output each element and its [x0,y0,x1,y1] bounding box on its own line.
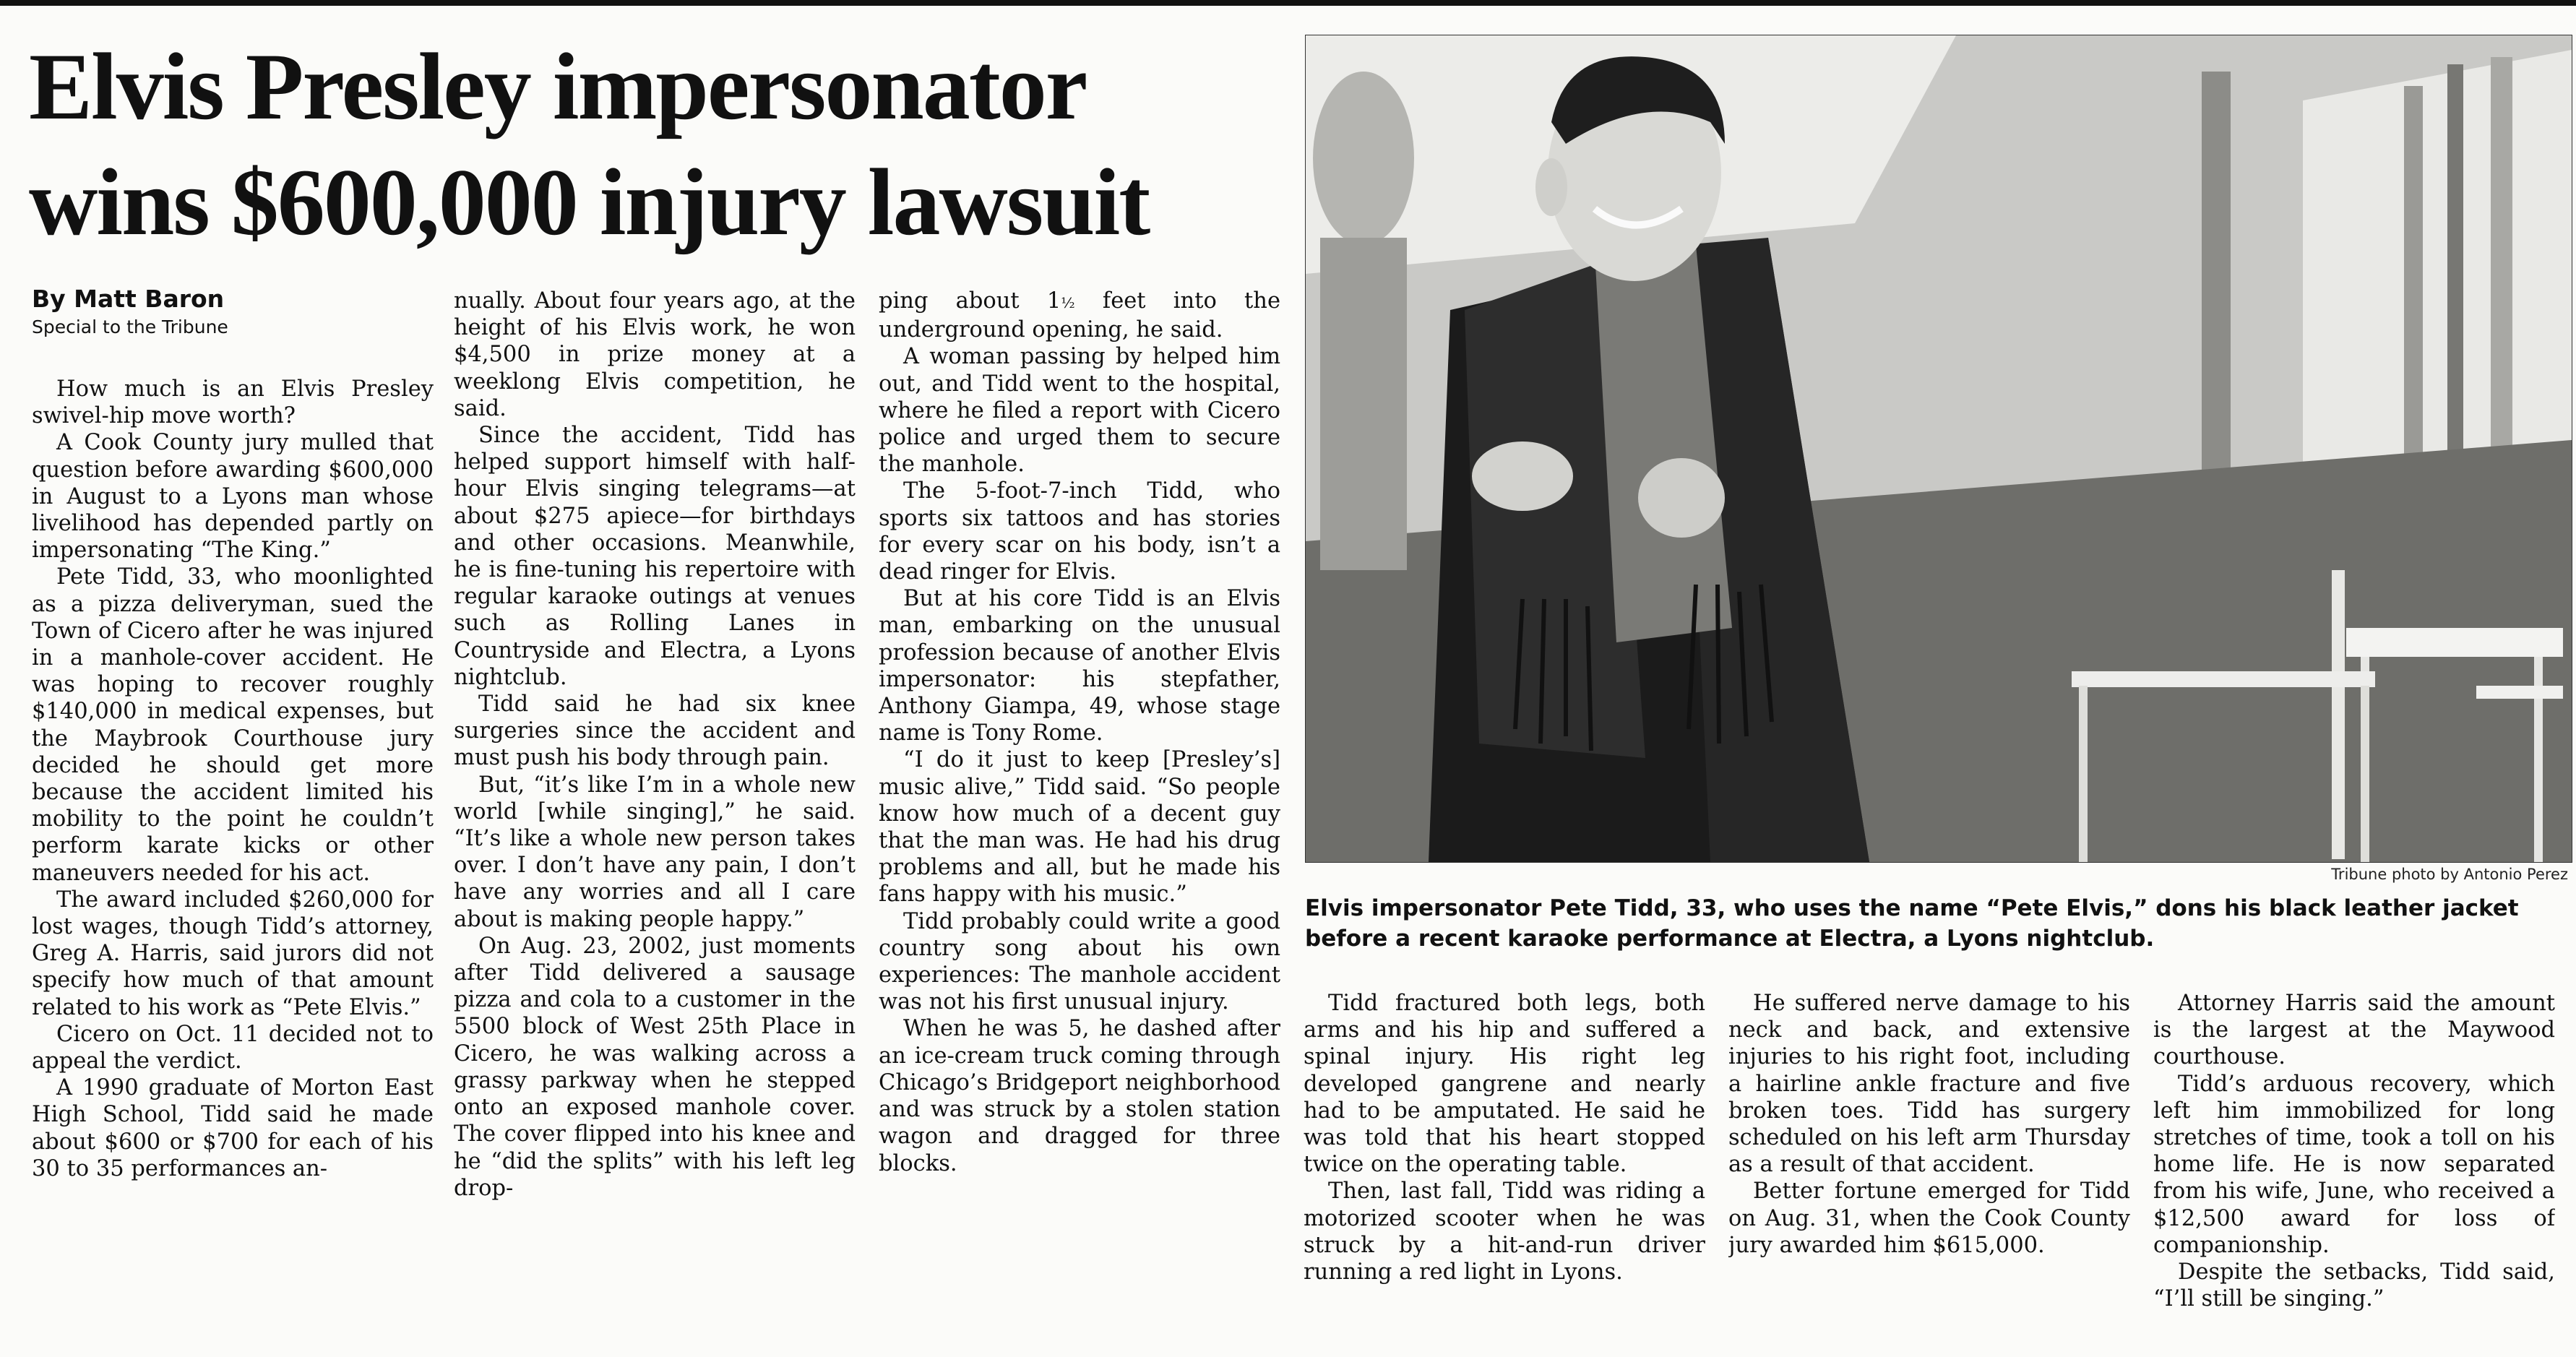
headline-line-1: Elvis Presley impersonator [29,33,1087,139]
paragraph: When he was 5, he dashed after an ice-cream truck coming through Chicago’s Bridgeport neighborhood and was struck by a stolen station wagon and dragged for three blocks. [879,1016,1280,1176]
headline-line-2: wins $600,000 injury lawsuit [29,149,1150,255]
article-column-3 [879,288,1280,1344]
paragraph: Attorney Harris said the amount is the largest at the Maywood courthouse. [2153,991,2555,1070]
paragraph: The award included $260,000 for lost wages, though Tidd’s attorney, Greg A. Harris, said jurors did not specify how much of that amount related to his work as “Pete Elvis.” [32,887,434,1020]
photo-illustration [1306,35,2572,862]
lead-text-end: feet into the underground opening, he said. [879,288,1280,343]
lead-text: ping about 1 [879,288,1061,314]
paragraph: Tidd’s arduous recovery, which left him immobilized for long stretches of time, took a toll on his home life. He is now separated from his wife, June, who received a $12,500 award for loss of companionship. [2153,1071,2555,1258]
headline [29,29,1301,260]
paragraph: A Cook County jury mulled that question before awarding $600,000 in August to a Lyons man whose livelihood has depended partly on impersonating “The King.” [32,430,434,564]
byline [32,283,451,340]
paragraph: “I do it just to keep [Presley’s] music alive,” Tidd said. “So people know how much of a decent guy that the man was. He had his drug problems and all, but he made his fans happy with his music.” [879,747,1280,908]
paragraph: But at his core Tidd is an Elvis man, embarking on the unusual profession because of another Elvis impersonator: his stepfather, Anthony Giampa, 49, whose stage name is Tony Rome. [879,586,1280,746]
paragraph: Pete Tidd, 33, who moonlighted as a pizza deliveryman, sued the Town of Cicero after he was injured in a manhole-cover accident. He was hoping to recover roughly $140,000 in medical expenses, but the Maybrook Courthouse jury decided he should get more because the accident limited his mobility to the point he couldn’t perform karate kicks or other maneuvers needed for his act. [32,564,434,886]
photo-caption: Elvis impersonator Pete Tidd, 33, who uses the name “Pete Elvis,” dons his black leather jacket before a recent karaoke performance at Electra, a Lyons nightclub. [1305,895,2519,952]
byline-affiliation: Special to the Tribune [32,316,228,337]
paragraph [879,288,1280,343]
paragraph: A 1990 graduate of Morton East High School, Tidd said he made about $600 or $700 for each of his 30 to 35 performances an- [32,1075,434,1181]
fraction: ½ [1061,294,1075,311]
paragraph: But, “it’s like I’m in a whole new world [while singing],” he said. “It’s like a whole new person takes over. I don’t have any pain, I don’t have any worries and all I care about is making people happy.” [454,772,856,932]
paragraph: Tidd fractured both legs, both arms and his hip and suffered a spinal injury. His right leg developed gangrene and nearly had to be amputated. He said he was told that his heart stopped twice on the operating table. [1304,991,1705,1178]
paragraph: On Aug. 23, 2002, just moments after Tidd delivered a sausage pizza and cola to a customer in the 5500 block of West 25th Place in Cicero, he was walking across a grassy parkway when he stepped onto an exposed manhole cover. The cover flipped into his knee and he “did the splits” with his left leg drop- [454,933,856,1201]
paragraph: Since the accident, Tidd has helped support himself with half-hour Elvis singing telegrams—at about $275 apiece—for birthdays and other occasions. Meanwhile, he is fine-tuning his repertoire with regular karaoke outings at venues such as Rolling Lanes in Countryside and Electra, a Lyons nightclub. [454,423,856,690]
article-column-5 [1728,990,2130,1344]
byline-author: By Matt Baron [32,285,225,313]
paragraph: Better fortune emerged for Tidd on Aug. 31, when the Cook County jury awarded him $615,000. [1728,1179,2130,1258]
article-column-6 [2153,990,2555,1344]
paragraph: Tidd probably could write a good country song about his own experiences: The manhole accident was not his first unusual injury. [879,908,1280,1015]
top-rule [0,0,2576,6]
paragraph: How much is an Elvis Presley swivel-hip move worth? [32,376,434,429]
article-column-2 [454,288,856,1344]
paragraph: He suffered nerve damage to his neck and back, and extensive injuries to his right foot, including a hairline ankle fracture and five broken toes. Tidd has surgery scheduled on his left arm Thursday as a result of that accident. [1728,991,2130,1178]
paragraph: Cicero on Oct. 11 decided not to appeal the verdict. [32,1021,434,1074]
news-photo [1305,35,2572,863]
photo-credit: Tribune photo by Antonio Perez [2331,866,2568,883]
article-column-4 [1304,990,1705,1344]
paragraph: Tidd said he had six knee surgeries since the accident and must push his body through pain. [454,692,856,771]
paragraph: A woman passing by helped him out, and Tidd went to the hospital, where he filed a report with Cicero police and urged them to secure the manhole. [879,344,1280,478]
paragraph: The 5-foot-7-inch Tidd, who sports six tattoos and has stories for every scar on his body, isn’t a dead ringer for Elvis. [879,478,1280,585]
article-column-1 [32,376,434,1344]
paragraph: nually. About four years ago, at the height of his Elvis work, he won $4,500 in prize money at a weeklong Elvis competition, he said. [454,288,856,421]
paragraph: Despite the setbacks, Tidd said, “I’ll still be singing.” [2153,1259,2555,1312]
paragraph: Then, last fall, Tidd was riding a motorized scooter when he was struck by a hit-and-run driver running a red light in Lyons. [1304,1179,1705,1285]
